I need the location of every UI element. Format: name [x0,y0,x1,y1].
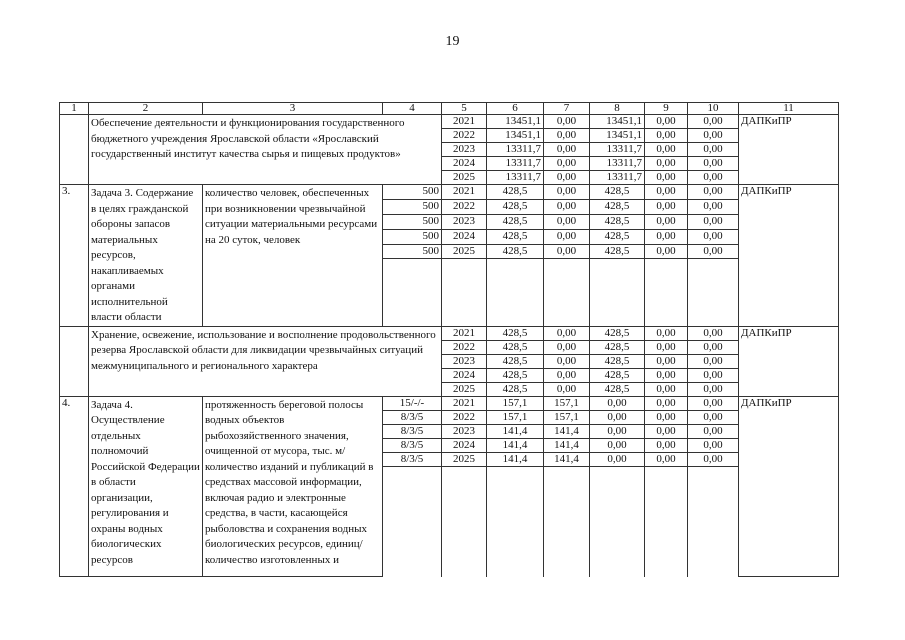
year-cell: 2021 [442,396,487,410]
row-number: 4. [60,396,89,577]
federal-cell: 0,00 [544,199,590,214]
year-cell: 2023 [442,143,487,157]
regional-cell: 428,5 [590,214,645,229]
regional-cell: 13311,7 [590,171,645,185]
regional-cell: 0,00 [590,452,645,466]
year-cell: 2025 [442,244,487,259]
local-cell: 0,00 [645,143,688,157]
federal-cell: 0,00 [544,157,590,171]
indicator-value: 8/3/5 [383,452,442,466]
table-row [60,326,839,340]
federal-cell: 0,00 [544,214,590,229]
other-cell: 0,00 [688,326,739,340]
total-cell: 141,4 [487,452,544,466]
regional-cell: 428,5 [590,340,645,354]
other-cell: 0,00 [688,340,739,354]
regional-cell: 0,00 [590,424,645,438]
federal-cell: 0,00 [544,326,590,340]
other-cell: 0,00 [688,129,739,143]
local-cell: 0,00 [645,185,688,200]
total-cell: 13311,7 [487,171,544,185]
local-cell: 0,00 [645,229,688,244]
year-cell: 2022 [442,199,487,214]
program-table [59,102,839,577]
regional-cell: 428,5 [590,244,645,259]
activity-description: Обеспечение деятельности и функционирования государственного бюджетного учреждения Ярославской области «Ярославский государственный институт качества сырья и пищевых продуктов» [89,115,442,185]
other-cell: 0,00 [688,438,739,452]
indicator-description: количество человек, обеспеченных при возникновении чрезвычайной ситуации материальными ресурсами на 20 суток, человек [203,185,383,327]
total-cell: 428,5 [487,368,544,382]
federal-cell: 157,1 [544,410,590,424]
other-cell: 0,00 [688,424,739,438]
year-cell: 2024 [442,438,487,452]
federal-cell: 0,00 [544,115,590,129]
federal-cell: 141,4 [544,452,590,466]
regional-cell: 428,5 [590,229,645,244]
header-cell: 7 [544,103,590,115]
year-cell: 2021 [442,115,487,129]
page-number: 19 [445,34,460,49]
total-cell: 157,1 [487,410,544,424]
other-cell: 0,00 [688,354,739,368]
table-row [60,115,839,129]
total-cell: 157,1 [487,396,544,410]
local-cell: 0,00 [645,410,688,424]
year-cell: 2023 [442,214,487,229]
header-cell: 1 [60,103,89,115]
federal-cell: 0,00 [544,382,590,396]
total-cell: 428,5 [487,340,544,354]
regional-cell: 428,5 [590,354,645,368]
federal-cell: 0,00 [544,340,590,354]
local-cell: 0,00 [645,244,688,259]
local-cell: 0,00 [645,368,688,382]
empty-cell [544,259,590,326]
year-cell: 2024 [442,229,487,244]
regional-cell: 428,5 [590,199,645,214]
federal-cell: 0,00 [544,354,590,368]
local-cell: 0,00 [645,157,688,171]
activity-description: Хранение, освежение, использование и восполнение продовольственного резерва Ярославской области для ликвидации чрезвычайных ситуаций межмуниципального и регионального характера [89,326,442,396]
table-row [60,396,839,410]
header-cell: 5 [442,103,487,115]
other-cell: 0,00 [688,199,739,214]
regional-cell: 0,00 [590,438,645,452]
local-cell: 0,00 [645,171,688,185]
total-cell: 428,5 [487,382,544,396]
local-cell: 0,00 [645,129,688,143]
total-cell: 428,5 [487,244,544,259]
year-cell: 2021 [442,185,487,200]
total-cell: 428,5 [487,214,544,229]
total-cell: 141,4 [487,438,544,452]
federal-cell: 0,00 [544,143,590,157]
regional-cell: 0,00 [590,410,645,424]
year-cell: 2022 [442,129,487,143]
regional-cell: 13451,1 [590,115,645,129]
empty-cell [688,466,739,577]
header-cell: 8 [590,103,645,115]
empty-cell [383,259,442,326]
federal-cell: 0,00 [544,244,590,259]
header-row [60,103,839,115]
regional-cell: 13311,7 [590,143,645,157]
total-cell: 428,5 [487,354,544,368]
federal-cell: 157,1 [544,396,590,410]
header-cell: 2 [89,103,203,115]
indicator-value: 500 [383,229,442,244]
other-cell: 0,00 [688,157,739,171]
regional-cell: 13451,1 [590,129,645,143]
total-cell: 428,5 [487,185,544,200]
year-cell: 2024 [442,157,487,171]
other-cell: 0,00 [688,115,739,129]
task-description: Задача 3. Содержание в целях гражданской обороны запасов материальных ресурсов, накапливаемых органами исполнительной власти области [89,185,203,327]
table-row [60,185,839,200]
other-cell: 0,00 [688,229,739,244]
indicator-description: протяженность береговой полосы водных объектов рыбохозяйственного значения, очищенной от мусора, тыс. м/ количество изданий и публикаций в средствах массовой информации, включая радио и электронные средства, в части, касающейся рыболовства и сохранения водных биологических ресурсов, единиц/ количество изготовленных и [203,396,383,577]
other-cell: 0,00 [688,185,739,200]
empty-cell [487,466,544,577]
local-cell: 0,00 [645,199,688,214]
other-cell: 0,00 [688,143,739,157]
federal-cell: 0,00 [544,368,590,382]
local-cell: 0,00 [645,424,688,438]
other-cell: 0,00 [688,452,739,466]
local-cell: 0,00 [645,438,688,452]
row-number [60,326,89,396]
empty-cell [590,259,645,326]
other-cell: 0,00 [688,396,739,410]
local-cell: 0,00 [645,354,688,368]
empty-cell [383,466,442,577]
federal-cell: 0,00 [544,185,590,200]
local-cell: 0,00 [645,452,688,466]
year-cell: 2025 [442,452,487,466]
local-cell: 0,00 [645,326,688,340]
local-cell: 0,00 [645,396,688,410]
federal-cell: 141,4 [544,424,590,438]
indicator-value: 15/-/- [383,396,442,410]
total-cell: 13451,1 [487,129,544,143]
year-cell: 2025 [442,382,487,396]
empty-cell [590,466,645,577]
other-cell: 0,00 [688,171,739,185]
total-cell: 428,5 [487,326,544,340]
federal-cell: 0,00 [544,171,590,185]
indicator-value: 8/3/5 [383,410,442,424]
executor-cell: ДАПКиПР [739,326,839,396]
other-cell: 0,00 [688,368,739,382]
indicator-value: 500 [383,199,442,214]
year-cell: 2023 [442,424,487,438]
empty-cell [688,259,739,326]
executor-cell: ДАПКиПР [739,185,839,327]
local-cell: 0,00 [645,115,688,129]
year-cell: 2023 [442,354,487,368]
empty-cell [544,466,590,577]
indicator-value: 8/3/5 [383,438,442,452]
total-cell: 13451,1 [487,115,544,129]
indicator-value: 500 [383,214,442,229]
year-cell: 2025 [442,171,487,185]
total-cell: 141,4 [487,424,544,438]
regional-cell: 428,5 [590,368,645,382]
header-cell: 10 [688,103,739,115]
header-cell: 11 [739,103,839,115]
row-number [60,115,89,185]
indicator-value: 500 [383,185,442,200]
header-cell: 3 [203,103,383,115]
local-cell: 0,00 [645,382,688,396]
other-cell: 0,00 [688,244,739,259]
header-cell: 9 [645,103,688,115]
empty-cell [645,259,688,326]
executor-cell: ДАПКиПР [739,115,839,185]
total-cell: 428,5 [487,199,544,214]
header-cell: 4 [383,103,442,115]
empty-cell [442,466,487,577]
year-cell: 2024 [442,368,487,382]
regional-cell: 428,5 [590,326,645,340]
regional-cell: 13311,7 [590,157,645,171]
regional-cell: 428,5 [590,185,645,200]
empty-cell [645,466,688,577]
row-number: 3. [60,185,89,327]
other-cell: 0,00 [688,410,739,424]
regional-cell: 428,5 [590,382,645,396]
federal-cell: 0,00 [544,129,590,143]
total-cell: 13311,7 [487,157,544,171]
header-cell: 6 [487,103,544,115]
federal-cell: 0,00 [544,229,590,244]
regional-cell: 0,00 [590,396,645,410]
year-cell: 2022 [442,410,487,424]
other-cell: 0,00 [688,382,739,396]
year-cell: 2022 [442,340,487,354]
total-cell: 13311,7 [487,143,544,157]
empty-cell [442,259,487,326]
empty-cell [487,259,544,326]
year-cell: 2021 [442,326,487,340]
local-cell: 0,00 [645,214,688,229]
indicator-value: 500 [383,244,442,259]
federal-cell: 141,4 [544,438,590,452]
indicator-value: 8/3/5 [383,424,442,438]
other-cell: 0,00 [688,214,739,229]
executor-cell: ДАПКиПР [739,396,839,577]
task-description: Задача 4. Осуществление отдельных полномочий Российской Федерации в области организации, регулирования и охраны водных биологических ресурсов [89,396,203,577]
local-cell: 0,00 [645,340,688,354]
total-cell: 428,5 [487,229,544,244]
